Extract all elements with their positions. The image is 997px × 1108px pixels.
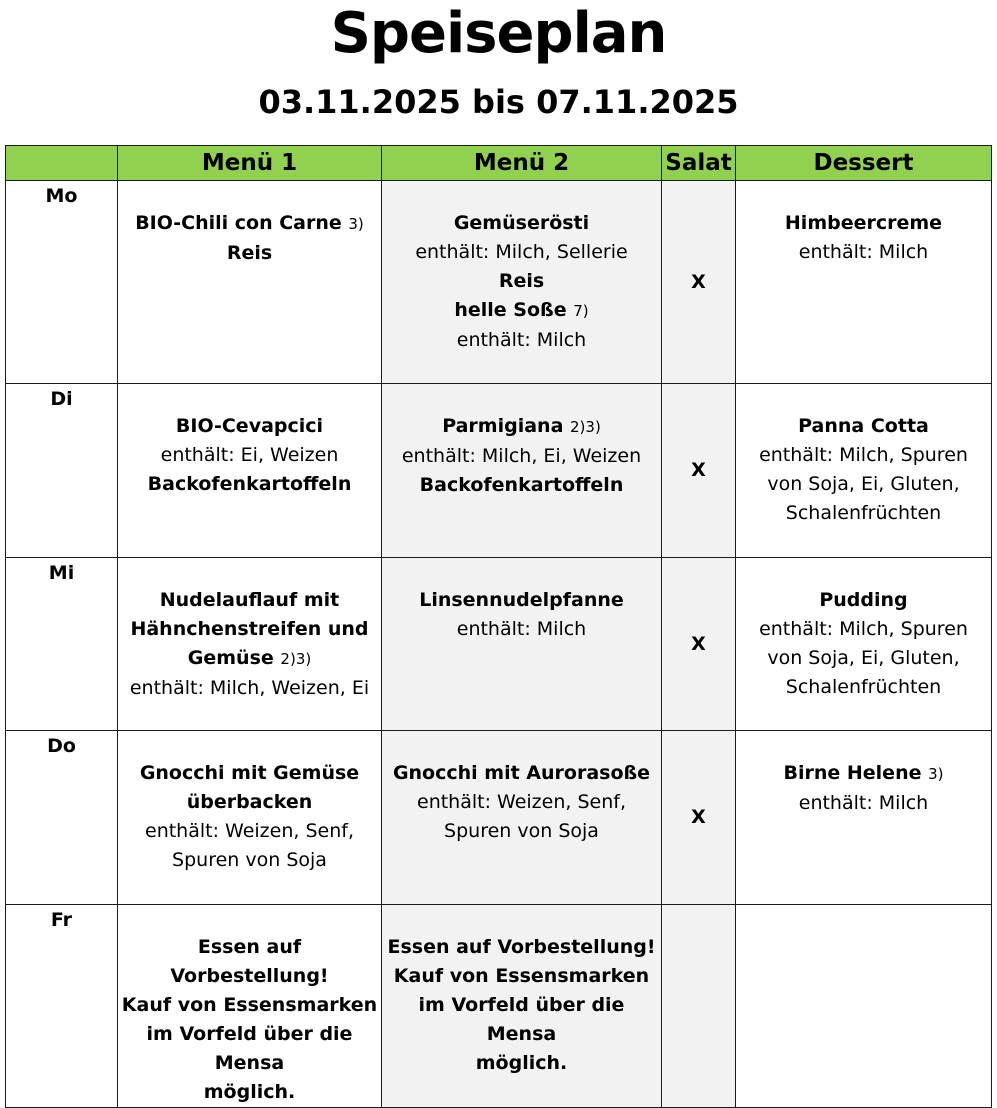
menu-line bbox=[382, 759, 661, 788]
menu-line bbox=[382, 412, 661, 442]
menu-line-text: Backofenkartoffeln bbox=[419, 474, 624, 496]
menu-line-text: enthält: Weizen, Senf, bbox=[145, 820, 354, 842]
salat-cell: X bbox=[662, 731, 736, 905]
menu-line-text: BIO-Cevapcici bbox=[175, 415, 324, 437]
menu-line-text: enthält: Milch, Spuren bbox=[759, 618, 968, 640]
day-row bbox=[6, 558, 992, 731]
day-row bbox=[6, 181, 992, 384]
page-title: Speiseplan bbox=[330, 1, 667, 66]
menu-line bbox=[118, 239, 381, 268]
header-row bbox=[6, 146, 992, 181]
menu-line bbox=[736, 238, 991, 267]
menu-line-text: Kauf von Essensmarken bbox=[393, 965, 650, 987]
menu-line-text: Backofenkartoffeln bbox=[147, 473, 352, 495]
menu2-cell bbox=[382, 181, 662, 384]
footnote-ref: 7) bbox=[573, 302, 589, 320]
menu-line bbox=[118, 674, 381, 703]
day-label: Fr bbox=[6, 905, 118, 1108]
menu-line bbox=[382, 326, 661, 355]
menu-line bbox=[736, 759, 991, 789]
menu-table bbox=[5, 145, 992, 1108]
menu-line-text: Essen auf Vorbestellung! bbox=[170, 936, 329, 987]
menu2-cell bbox=[382, 731, 662, 905]
menu-line-text: möglich. bbox=[203, 1081, 296, 1103]
menu-line bbox=[118, 788, 381, 817]
menu-line-text: Spuren von Soja bbox=[444, 820, 599, 842]
menu-line bbox=[382, 817, 661, 846]
menu-line bbox=[382, 442, 661, 471]
menu-line bbox=[382, 962, 661, 991]
menu-line-text: Nudelauflauf mit bbox=[159, 589, 340, 611]
day-label: Mi bbox=[6, 558, 118, 731]
menu-line bbox=[118, 615, 381, 644]
menu-line-text: Gemüse bbox=[187, 647, 274, 669]
day-row bbox=[6, 731, 992, 905]
menu-line-text: BIO-Chili con Carne bbox=[135, 212, 342, 234]
header-menu1: Menü 1 bbox=[118, 146, 382, 181]
menu-line-text: enthält: Milch, Sellerie bbox=[415, 241, 628, 263]
menu-line bbox=[382, 267, 661, 296]
menu2-cell bbox=[382, 905, 662, 1108]
menu-line-text: Birne Helene bbox=[783, 762, 922, 784]
menu-line-text: enthält: Milch bbox=[798, 792, 929, 814]
menu-line-text: von Soja, Ei, Gluten, bbox=[767, 473, 960, 495]
menu1-cell bbox=[118, 384, 382, 558]
menu-line-text: im Vorfeld über die Mensa bbox=[146, 1023, 353, 1074]
menu-line bbox=[736, 412, 991, 441]
day-label: Di bbox=[6, 384, 118, 558]
menu-line-text: Reis bbox=[498, 270, 545, 292]
menu-line-text: überbacken bbox=[186, 791, 313, 813]
menu1-cell bbox=[118, 558, 382, 731]
menu-line bbox=[382, 991, 661, 1049]
menu-line bbox=[736, 470, 991, 499]
menu-line-text: helle Soße bbox=[454, 299, 567, 321]
menu-line-text: Parmigiana bbox=[442, 415, 564, 437]
header-salat: Salat bbox=[662, 146, 736, 181]
header-dessert: Dessert bbox=[736, 146, 992, 181]
menu-line-text: Hähnchenstreifen und bbox=[130, 618, 369, 640]
menu-line bbox=[382, 933, 661, 962]
menu-line bbox=[736, 789, 991, 818]
menu2-cell bbox=[382, 384, 662, 558]
menu-line bbox=[736, 209, 991, 238]
menu-line bbox=[118, 1020, 381, 1078]
menu-line-text: Reis bbox=[226, 242, 273, 264]
menu-line-text: Gemüserösti bbox=[453, 212, 590, 234]
menu-line bbox=[382, 471, 661, 500]
menu-line-text: Gnocchi mit Gemüse bbox=[139, 762, 360, 784]
menu-line-text: enthält: Ei, Weizen bbox=[160, 444, 339, 466]
menu-line-text: möglich. bbox=[475, 1052, 568, 1074]
menu-line bbox=[118, 586, 381, 615]
menu-line bbox=[736, 673, 991, 702]
menu-line bbox=[382, 209, 661, 238]
dessert-cell bbox=[736, 905, 992, 1108]
menu-line bbox=[382, 586, 661, 615]
menu-line bbox=[118, 759, 381, 788]
menu-line bbox=[382, 296, 661, 326]
menu-line-text: enthält: Milch, Ei, Weizen bbox=[401, 445, 642, 467]
day-label: Do bbox=[6, 731, 118, 905]
menu1-cell bbox=[118, 181, 382, 384]
footnote-ref: 3) bbox=[348, 215, 364, 233]
salat-cell bbox=[662, 905, 736, 1108]
menu-line-text: enthält: Milch, Spuren bbox=[759, 444, 968, 466]
header-day bbox=[6, 146, 118, 181]
menu-line bbox=[118, 846, 381, 875]
menu-line-text: Pudding bbox=[819, 589, 908, 611]
menu-line bbox=[118, 470, 381, 499]
menu-line-text: Gnocchi mit Aurorasoße bbox=[392, 762, 651, 784]
menu-line-text: Essen auf Vorbestellung! bbox=[387, 936, 656, 958]
menu-line-text: Panna Cotta bbox=[798, 415, 929, 437]
menu-line bbox=[118, 933, 381, 991]
day-row bbox=[6, 384, 992, 558]
footnote-ref: 2)3) bbox=[280, 650, 312, 668]
menu-line-text: Kauf von Essensmarken bbox=[121, 994, 378, 1016]
menu-line bbox=[736, 644, 991, 673]
menu-line-text: von Soja, Ei, Gluten, bbox=[767, 647, 960, 669]
date-range: 03.11.2025 bis 07.11.2025 bbox=[258, 83, 739, 121]
menu-line bbox=[736, 615, 991, 644]
salat-cell: X bbox=[662, 384, 736, 558]
dessert-cell bbox=[736, 558, 992, 731]
day-label: Mo bbox=[6, 181, 118, 384]
header-menu2: Menü 2 bbox=[382, 146, 662, 181]
menu-line-text: Linsennudelpfanne bbox=[419, 589, 624, 611]
salat-cell: X bbox=[662, 558, 736, 731]
dessert-cell bbox=[736, 181, 992, 384]
menu-line bbox=[382, 788, 661, 817]
menu-line-text: Schalenfrüchten bbox=[785, 676, 942, 698]
day-row bbox=[6, 905, 992, 1108]
menu-line bbox=[118, 441, 381, 470]
dessert-cell bbox=[736, 384, 992, 558]
menu-line bbox=[118, 991, 381, 1020]
menu-line-text: enthält: Milch bbox=[456, 618, 587, 640]
menu-line-text: enthält: Milch bbox=[798, 241, 929, 263]
menu-line-text: Himbeercreme bbox=[784, 212, 943, 234]
menu-line-text: enthält: Milch bbox=[456, 329, 587, 351]
menu-line bbox=[118, 209, 381, 239]
menu1-cell bbox=[118, 731, 382, 905]
menu-line-text: im Vorfeld über die Mensa bbox=[418, 994, 625, 1045]
menu-line bbox=[736, 441, 991, 470]
menu-line bbox=[736, 586, 991, 615]
footnote-ref: 3) bbox=[928, 765, 944, 783]
menu-line bbox=[118, 817, 381, 846]
menu-line bbox=[118, 644, 381, 674]
salat-cell: X bbox=[662, 181, 736, 384]
menu-line bbox=[382, 238, 661, 267]
menu-line-text: Spuren von Soja bbox=[172, 849, 327, 871]
menu2-cell bbox=[382, 558, 662, 731]
menu-line bbox=[382, 615, 661, 644]
menu-line-text: Schalenfrüchten bbox=[785, 502, 942, 524]
menu1-cell bbox=[118, 905, 382, 1108]
menu-line bbox=[118, 412, 381, 441]
menu-line-text: enthält: Weizen, Senf, bbox=[417, 791, 626, 813]
menu-line bbox=[382, 1049, 661, 1078]
menu-line bbox=[118, 1078, 381, 1107]
dessert-cell bbox=[736, 731, 992, 905]
footnote-ref: 2)3) bbox=[570, 418, 601, 436]
menu-line bbox=[736, 499, 991, 528]
menu-line-text: enthält: Milch, Weizen, Ei bbox=[129, 677, 370, 699]
